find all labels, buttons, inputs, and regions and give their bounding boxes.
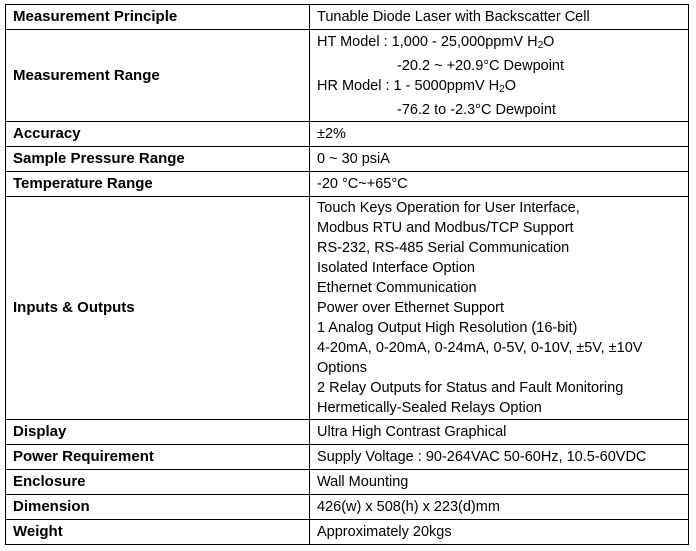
ht-model-range: HT Model : 1,000 - 25,000ppmV $H_2O$ [317, 33, 555, 51]
spec-label: Dimension [6, 495, 310, 520]
io-line: 2 Relay Outputs for Status and Fault Monitoring [317, 380, 624, 396]
spec-row-measurement-range [6, 30, 689, 122]
ht-model-dewpoint: -20.2 ~ +20.9°C Dewpoint [397, 57, 565, 74]
spec-row-measurement-principle [6, 5, 689, 30]
spec-row-weight [6, 520, 689, 545]
spec-value: Wall Mounting [310, 470, 689, 495]
io-line: Power over Ethernet Support [317, 300, 504, 316]
spec-label: Display [6, 420, 310, 445]
io-line: Modbus RTU and Modbus/TCP Support [317, 220, 574, 236]
spec-label: Measurement Range [6, 30, 310, 122]
spec-value: 426(w) x 508(h) x 223(d)mm [310, 495, 689, 520]
spec-row-sample-pressure-range [6, 147, 689, 172]
spec-value: Approximately 20kgs [310, 520, 689, 545]
spec-label: Temperature Range [6, 172, 310, 197]
specification-table [5, 4, 689, 545]
spec-row-temperature-range [6, 172, 689, 197]
spec-value: Supply Voltage : 90-264VAC 50-60Hz, 10.5-60VDC [310, 445, 689, 470]
spec-row-dimension [6, 495, 689, 520]
spec-label: Inputs & Outputs [6, 197, 310, 420]
spec-row-display [6, 420, 689, 445]
spec-value: -20 °C~+65°C [310, 172, 689, 197]
io-line: Options [317, 360, 367, 376]
spec-value [310, 197, 689, 420]
spec-value: Ultra High Contrast Graphical [310, 420, 689, 445]
io-line: 1 Analog Output High Resolution (16-bit) [317, 320, 578, 336]
io-line: Isolated Interface Option [317, 260, 475, 276]
spec-row-power-requirement [6, 445, 689, 470]
io-line: Touch Keys Operation for User Interface, [317, 200, 580, 216]
spec-row-accuracy [6, 122, 689, 147]
spec-value: 0 ~ 30 psiA [310, 147, 689, 172]
spec-label: Power Requirement [6, 445, 310, 470]
spec-label: Sample Pressure Range [6, 147, 310, 172]
spec-value: Tunable Diode Laser with Backscatter Cell [310, 5, 689, 30]
spec-row-inputs-outputs [6, 197, 689, 420]
spec-label: Weight [6, 520, 310, 545]
io-line: Hermetically-Sealed Relays Option [317, 400, 542, 416]
io-line: 4-20mA, 0-20mA, 0-24mA, 0-5V, 0-10V, ±5V, ±10V [317, 340, 643, 356]
spec-value [310, 30, 689, 122]
hr-model-range: HR Model : 1 - 5000ppmV $H_2O$ [317, 77, 516, 95]
spec-label: Measurement Principle [6, 5, 310, 30]
io-line: RS-232, RS-485 Serial Communication [317, 240, 570, 256]
hr-model-dewpoint: -76.2 to -2.3°C Dewpoint [397, 101, 556, 118]
spec-label: Accuracy [6, 122, 310, 147]
spec-value: ±2% [310, 122, 689, 147]
io-line: Ethernet Communication [317, 280, 477, 296]
spec-row-enclosure [6, 470, 689, 495]
spec-label: Enclosure [6, 470, 310, 495]
